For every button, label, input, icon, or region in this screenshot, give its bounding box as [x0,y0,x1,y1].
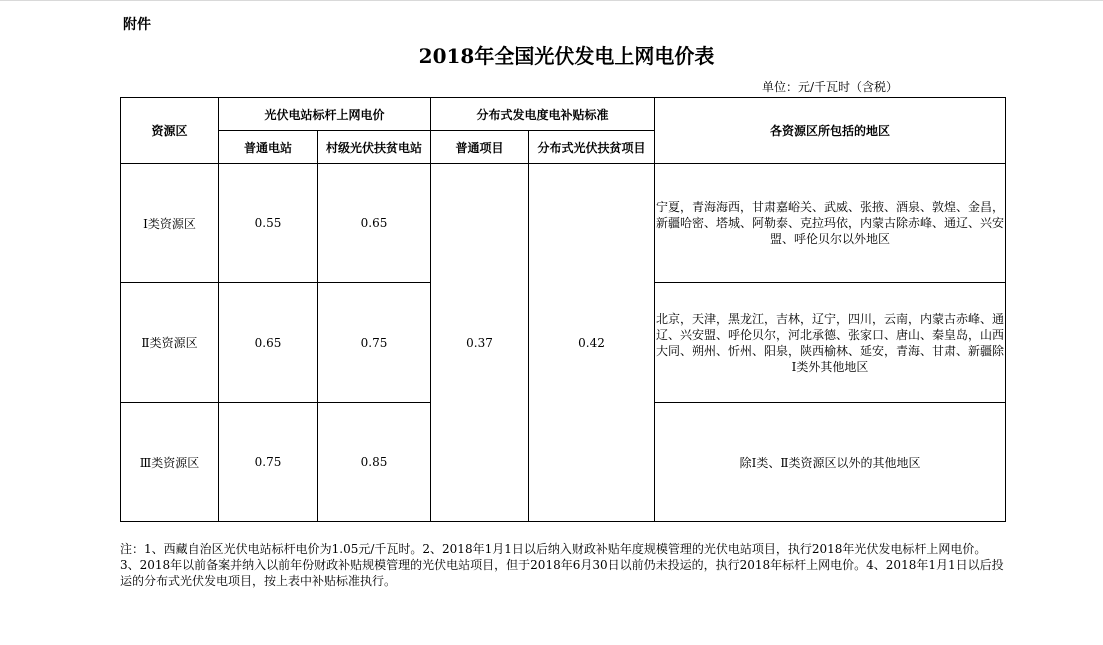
header-distributed-group: 分布式发电度电补贴标准 [431,98,655,131]
table-row [121,164,1006,283]
unit-note: 单位：元/千瓦时（含税） [761,80,898,94]
page-title: 2018年全国光伏发电上网电价表 [418,44,715,68]
village-poverty-station-price: 0.65 [318,164,431,283]
header-village-poverty-station: 村级光伏扶贫电站 [318,131,431,164]
resource-area-cell: Ⅲ类资源区 [121,403,219,522]
ordinary-station-price: 0.75 [219,403,318,522]
distributed-poverty-project-subsidy: 0.42 [529,164,655,522]
regions-cell: 北京，天津，黑龙江，吉林，辽宁，四川，云南，内蒙古赤峰、通辽、兴安盟、呼伦贝尔，河北承德、张家口、唐山、秦皇岛，山西大同、朔州、忻州、阳泉，陕西榆林、延安，青海、甘肃、新疆除Ⅰ类外其他地区 [655,283,1006,403]
header-resource-area: 资源区 [121,98,219,164]
distributed-ordinary-project-subsidy: 0.37 [431,164,529,522]
header-pv-benchmark-group: 光伏电站标杆上网电价 [219,98,431,131]
header-ordinary-station: 普通电站 [219,131,318,164]
footnote: 注：1、西藏自治区光伏电站标杆电价为1.05元/千瓦时。2、2018年1月1日以后纳入财政补贴年度规模管理的光伏电站项目，执行2018年光伏发电标杆上网电价。3、2018年以前备案并纳入以前年份财政补贴规模管理的光伏电站项目，但于2018年6月30日以前仍未投运的，执行2018年标杆上网电价。4、2018年1月1日以后投运的分布式光伏发电项目，按上表中补贴标准执行。 [120,542,1004,588]
top-divider [0,0,1103,1]
header-regions: 各资源区所包括的地区 [655,98,1006,164]
regions-cell: 除Ⅰ类、Ⅱ类资源区以外的其他地区 [655,403,1006,522]
regions-cell: 宁夏，青海海西，甘肃嘉峪关、武威、张掖、酒泉、敦煌、金昌，新疆哈密、塔城、阿勒泰、克拉玛依，内蒙古除赤峰、通辽、兴安盟、呼伦贝尔以外地区 [655,164,1006,283]
ordinary-station-price: 0.55 [219,164,318,283]
ordinary-station-price: 0.65 [219,283,318,403]
header-ordinary-project: 普通项目 [431,131,529,164]
price-table [120,97,1006,522]
header-distributed-poverty-project: 分布式光伏扶贫项目 [529,131,655,164]
resource-area-cell: Ⅱ类资源区 [121,283,219,403]
village-poverty-station-price: 0.85 [318,403,431,522]
attachment-label: 附件 [123,17,151,33]
header-row-1 [121,98,1006,131]
village-poverty-station-price: 0.75 [318,283,431,403]
resource-area-cell: Ⅰ类资源区 [121,164,219,283]
